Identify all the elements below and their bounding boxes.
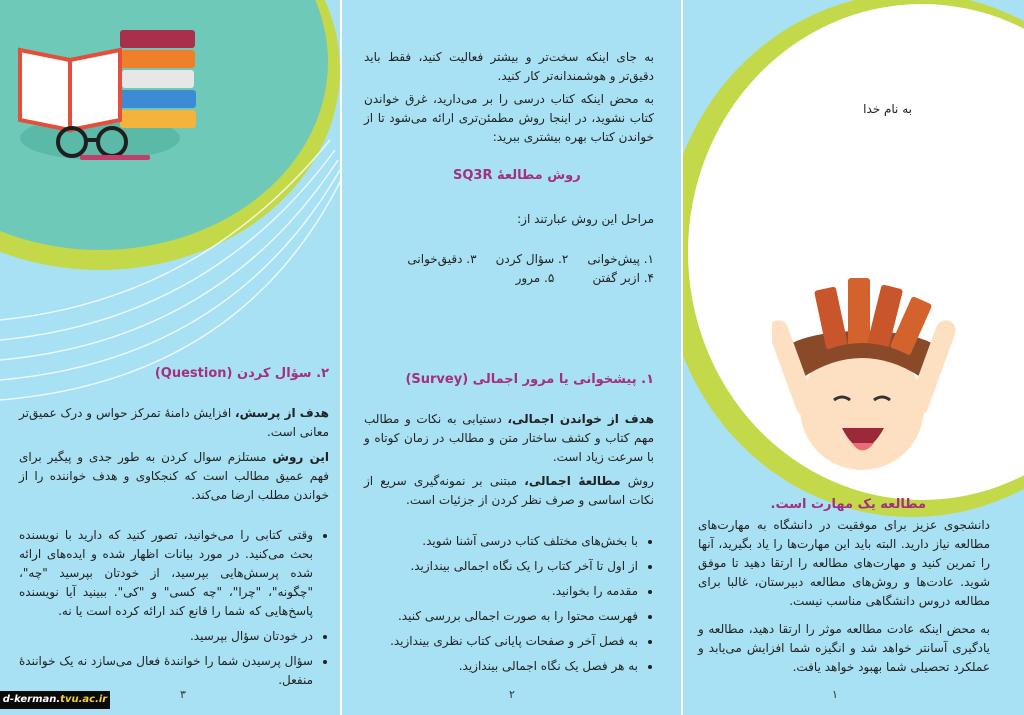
list-item: • وقتی کتابی را می‌خوانید، تصور کنید که دارید با نویسنده بحث می‌کنید. در مورد بیانات اظهار شده و ایده‌های ارائه شده پرسش‌هایی بپرسید، از خودتان بپرسید "چه"، "چگونه"، "چرا"، "چه کسی" و "کی". ببینید آیا نویسنده پاسخ‌هایی که شما را قانع کند ارائه کرده است یا نه.	[19, 526, 313, 621]
panel-1	[682, 0, 1024, 715]
survey-method-text: مبتنی بر نمونه‌گیری سریع از نکات اساسی و صرف نظر کردن از جزئیات است.	[364, 474, 654, 507]
list-item: • با بخش‌های مختلف کتاب درسی آشنا شوید.	[364, 532, 638, 551]
survey-goal-paragraph	[364, 410, 654, 467]
survey-bullet-list	[364, 532, 654, 682]
list-item: • فهرست محتوا را به صورت اجمالی بررسی کنید.	[364, 607, 638, 626]
survey-method-prefix: روش	[620, 474, 654, 488]
list-item: • در خودتان سؤال بپرسید.	[19, 627, 313, 646]
survey-method-paragraph	[364, 472, 654, 510]
skill-paragraph-1: دانشجوی عزیز برای موفقیت در دانشگاه به مهارت‌های مطالعه نیاز دارید. البته باید این مهارت‌ها را یاد بگیرید، آنها را تمرین کنید و مهارت‌های مطالعه را ارتقا دهید تا موفق شوید. عادت‌ها و روش‌های مطالعه دبیرستان، غالبا برای مطالعه دروس دانشگاهی مناسب نیست.	[698, 518, 990, 608]
watermark-left: d-kerman.	[2, 694, 61, 705]
sq3r-method-title: روش مطالعهٔ SQ3R	[453, 168, 581, 183]
survey-goal-bold: هدف از خواندن اجمالی،	[507, 412, 654, 426]
question-method-paragraph	[19, 448, 329, 505]
question-goal-paragraph	[19, 404, 329, 442]
list-item: • سؤال پرسیدن شما را خوانندهٔ فعال می‌سازد نه یک خوانندهٔ منفعل.	[19, 652, 313, 690]
page-number-3: ۳	[180, 688, 186, 701]
list-item: • از اول تا آخر کتاب را یک نگاه اجمالی بیندازید.	[364, 557, 638, 576]
panel-divider	[681, 0, 683, 715]
greeting-text: به نام خدا	[863, 102, 912, 116]
question-goal-text: افزایش دامنهٔ تمرکز حواس و درک عمیق‌تر معانی است.	[19, 406, 329, 439]
page-number-1: ۱	[832, 688, 838, 701]
steps-row-2: ۴. ازبر گفتن ۵. مرور	[515, 271, 654, 285]
skill-section-title: مطالعه یک مهارت است.	[770, 497, 926, 512]
intro-paragraph-1: به جای اینکه سخت‌تر و بیشتر فعالیت کنید، فقط باید دقیق‌تر و هوشمندانه‌تر کار کنید.	[364, 50, 654, 83]
question-method-text: مستلزم سوال کردن به طور جدی و پیگیر برای فهم عمیق مطالب است که کنجکاوی و هدف خواننده را از خواندن مطلب ارضا می‌کند.	[19, 450, 329, 502]
intro-paragraph-2: به محض اینکه کتاب درسی را بر می‌دارید، غرق خواندن کتاب نشوید، در اینجا روش مطمئن‌تری ارائه می‌شود تا از خواندن کتاب بهره بیشتری ببرید:	[364, 92, 654, 144]
page-number-2: ۲	[509, 688, 515, 701]
survey-method-bold: مطالعهٔ اجمالی،	[524, 474, 621, 488]
student-books-icon	[772, 268, 1002, 488]
list-item: • مقدمه را بخوانید.	[364, 582, 638, 601]
survey-section-title: ۱. پیشخوانی یا مرور اجمالی (Survey)	[405, 372, 654, 387]
panel-3	[0, 0, 341, 715]
survey-goal-text: دستیابی به نکات و مطالب مهم کتاب و کشف ساختار متن و مطالب در زمان کوتاه و با سرعت زیاد است.	[364, 412, 654, 464]
question-goal-bold: هدف از پرسش،	[235, 406, 329, 420]
list-item: • به فصل آخر و صفحات پایانی کتاب نظری بیندازید.	[364, 632, 638, 651]
books-glasses-icon	[10, 20, 210, 190]
skill-paragraph-2: به محض اینکه عادت مطالعه موثر را ارتقا دهید، مطالعه و یادگیری آسانتر خواهد شد و انگیزه شما افزایش می‌یابد و عملکرد تحصیلی شما بهبود خواهد یافت.	[698, 622, 990, 674]
watermark-right: tvu.ac.ir	[60, 694, 108, 705]
site-watermark	[0, 691, 110, 709]
question-method-bold: این روش	[272, 450, 329, 464]
panel-2	[341, 0, 682, 715]
panel-divider	[340, 0, 342, 715]
steps-row-1: ۱. پیش‌خوانی ۲. سؤال کردن ۳. دقیق‌خوانی	[407, 252, 654, 266]
steps-intro: مراحل این روش عبارتند از:	[517, 212, 654, 226]
list-item: • به هر فصل یک نگاه اجمالی بیندازید.	[364, 657, 638, 676]
question-bullet-list	[19, 526, 329, 696]
question-section-title: ۲. سؤال کردن (Question)	[154, 366, 329, 381]
